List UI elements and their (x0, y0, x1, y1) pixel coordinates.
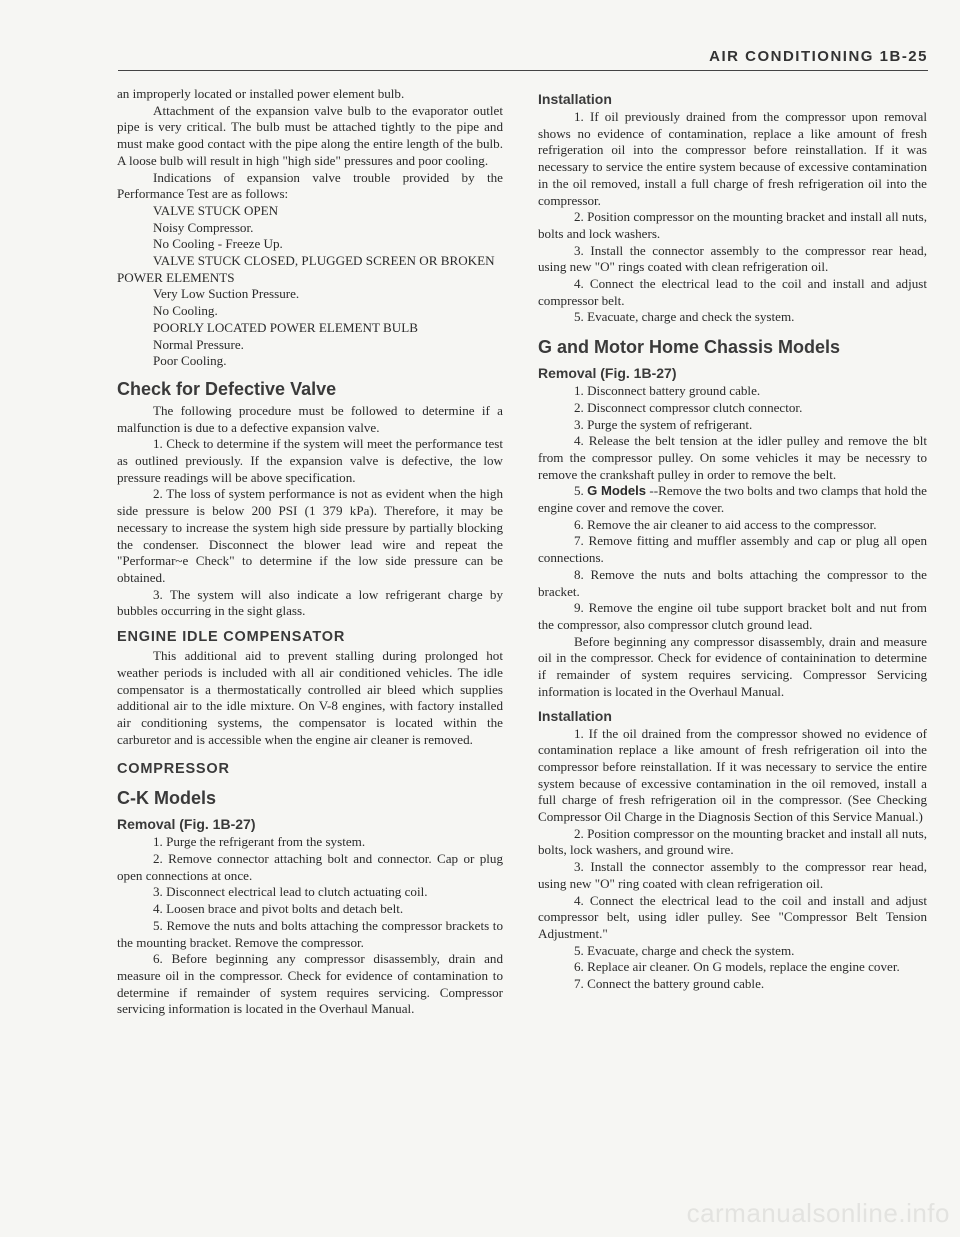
condition-heading: VALVE STUCK OPEN (153, 202, 279, 218)
symptom-line: Noisy Compressor. (153, 219, 254, 235)
step: 5. Remove the nuts and bolts attaching the compressor brackets to the mounting bracket. Remove the compressor. (117, 917, 503, 950)
step: 3. Purge the system of refrigerant. (574, 416, 753, 432)
step: 6. Before beginning any compressor disassembly, drain and measure oil in the compressor. Check for evidence of contamination to determine if remainder of system requires servicing. Compressor servicing information is located in the Overhaul Manual. (117, 951, 503, 1017)
watermark: carmanualsonline.info (686, 1198, 950, 1228)
symptom-line: No Cooling. (153, 303, 218, 319)
right-column (538, 86, 927, 993)
step: 2. Remove connector attaching bolt and connector. Cap or plug open connections at once. (117, 851, 503, 883)
section-heading-check-valve: Check for Defective Valve (117, 378, 337, 399)
step: 3. Disconnect electrical lead to clutch actuating coil. (153, 884, 428, 900)
step: 7. Remove fitting and muffler assembly and cap or plug all open connections. (538, 533, 927, 566)
section-heading-g-models: G and Motor Home Chassis Models (538, 337, 841, 358)
paragraph: Before beginning any compressor disassembly, drain and measure oil in the compressor. Check for evidence of containination to determine if remainder of system requires servicing. Compressor Servicing information is located in the Overhaul Manual. (538, 633, 927, 699)
paragraph: The following procedure must be followed to determine if a malfunction is due to a defective expansion valve. (117, 402, 503, 435)
step: 2. Position compressor on the mounting bracket and install all nuts, bolts and lock washers. (538, 209, 927, 241)
page-header (90, 44, 928, 70)
step: 1. If the oil drained from the compressor showed no evidence of contamination replace a like amount of fresh refrigeration oil into the compressor before reinstallation. If it was necessary to service the entire system because of excessive contamination in the oil removed, install a full charge of fresh refrigeration oil in the compressor. (See Checking Compressor Oil Charge in the Diagnosis Section of this Service Manual.) (538, 725, 927, 825)
step: 5. Evacuate, charge and check the system. (574, 942, 795, 958)
step-number: 5. (574, 483, 588, 499)
symptom-line: Very Low Suction Pressure. (153, 286, 300, 302)
symptom-line: Poor Cooling. (153, 353, 227, 369)
section-heading-ck-models: C-K Models (117, 788, 216, 809)
step: 8. Remove the nuts and bolts attaching the compressor to the bracket. (538, 566, 927, 599)
step: 4. Connect the electrical lead to the coil and install and adjust compressor belt. (538, 276, 927, 308)
condition-heading: POORLY LOCATED POWER ELEMENT BULB (153, 319, 418, 335)
step: 2. Disconnect compressor clutch connector. (574, 399, 803, 415)
subheading-installation: Installation (538, 707, 612, 724)
step-text: --Remove the two bolts and two clamps that hold the engine cover and remove the cover. (538, 483, 927, 516)
step: 1. Check to determine if the system will meet the performance test as outlined previously. If the expansion valve is defective, the low pressure readings will be above specification. (117, 436, 503, 485)
step (538, 483, 927, 516)
paragraph: This additional aid to prevent stalling during prolonged hot weather periods is included with all air conditioned vehicles. The idle compensator is a thermostatically controlled air bleed which supplies additional air to the idle mixture. On V-8 engines, with factory installed air conditioning systems, the compensator is located within the carburetor and is accessible when the engine air cleaner is removed. (117, 648, 503, 747)
left-column (117, 86, 503, 1018)
step: 4. Connect the electrical lead to the coil and install and adjust compressor belt, using idler pulley. See "Compressor Belt Tension Adjustment." (538, 892, 927, 941)
subheading-removal: Removal (Fig. 1B-27) (538, 365, 677, 382)
paragraph: Indications of expansion valve trouble provided by the Performance Test are as follows: (117, 169, 503, 202)
condition-heading: VALVE STUCK CLOSED, PLUGGED SCREEN OR BROKEN POWER ELEMENTS (117, 253, 495, 285)
paragraph: Attachment of the expansion valve bulb to the evaporator outlet pipe is very critical. The bulb must be attached tightly to the pipe and must make good contact with the pipe along the entire length of the bulb. A loose bulb will result in high "high side" pressures and poor cooling. (117, 102, 503, 168)
g-models-label: G Models (587, 483, 647, 499)
subheading-installation: Installation (538, 91, 612, 107)
step: 9. Remove the engine oil tube support bracket bolt and nut from the compressor, also compressor clutch ground lead. (538, 600, 927, 632)
symptom-line: Normal Pressure. (153, 336, 244, 352)
paragraph: an improperly located or installed power element bulb. (117, 86, 405, 101)
page-header-title: AIR CONDITIONING 1B-25 (709, 48, 928, 65)
step: 6. Remove the air cleaner to aid access to the compressor. (574, 516, 877, 532)
subheading-removal: Removal (Fig. 1B-27) (117, 816, 256, 833)
step: 3. Install the connector assembly to the compressor rear head, using new "O" ring coated with clean refrigeration oil. (538, 859, 927, 891)
step: 4. Loosen brace and pivot bolts and detach belt. (153, 901, 404, 917)
step: 4. Release the belt tension at the idler pulley and remove the blt from the compressor pulley. On some vehicles it may be necessry to remove the crankshaft pulley in order to remove the belt. (538, 433, 927, 482)
step: 6. Replace air cleaner. On G models, replace the engine cover. (574, 959, 900, 975)
step: 3. Install the connector assembly to the compressor rear head, using new "O" rings coated with clean refrigeration oil. (538, 242, 927, 275)
step: 1. Disconnect battery ground cable. (574, 383, 761, 399)
header-rule (118, 70, 928, 71)
section-heading-compressor: COMPRESSOR (117, 761, 230, 778)
step: 1. If oil previously drained from the compressor upon removal shows no evidence of contamination, replace a like amount of fresh refrigeration oil into the compressor before reinstallation. If it was necessary to service the entire system because of excessive contamination in the oil removed, install a full charge of fresh refrigeration oil into the compressor. (538, 109, 927, 208)
symptom-line: No Cooling - Freeze Up. (153, 236, 283, 252)
step: 5. Evacuate, charge and check the system. (574, 309, 795, 325)
step: 1. Purge the refrigerant from the system. (153, 834, 366, 850)
step: 7. Connect the battery ground cable. (574, 976, 765, 992)
step: 3. The system will also indicate a low refrigerant charge by bubbles occurring in the sight glass. (117, 586, 503, 619)
section-heading-idle-compensator: ENGINE IDLE COMPENSATOR (117, 629, 346, 646)
step: 2. Position compressor on the mounting bracket and install all nuts, bolts, lock washers, and ground wire. (538, 825, 927, 858)
step: 2. The loss of system performance is not as evident when the high side pressure is below 200 PSI (1 379 kPa). Therefore, it may be necessary to increase the system high side pressure by partially blocking the condenser. Disconnect the blower lead wire and repeat the "Performar~e Check" to determine if the low side pressure can be obtained. (117, 486, 503, 585)
